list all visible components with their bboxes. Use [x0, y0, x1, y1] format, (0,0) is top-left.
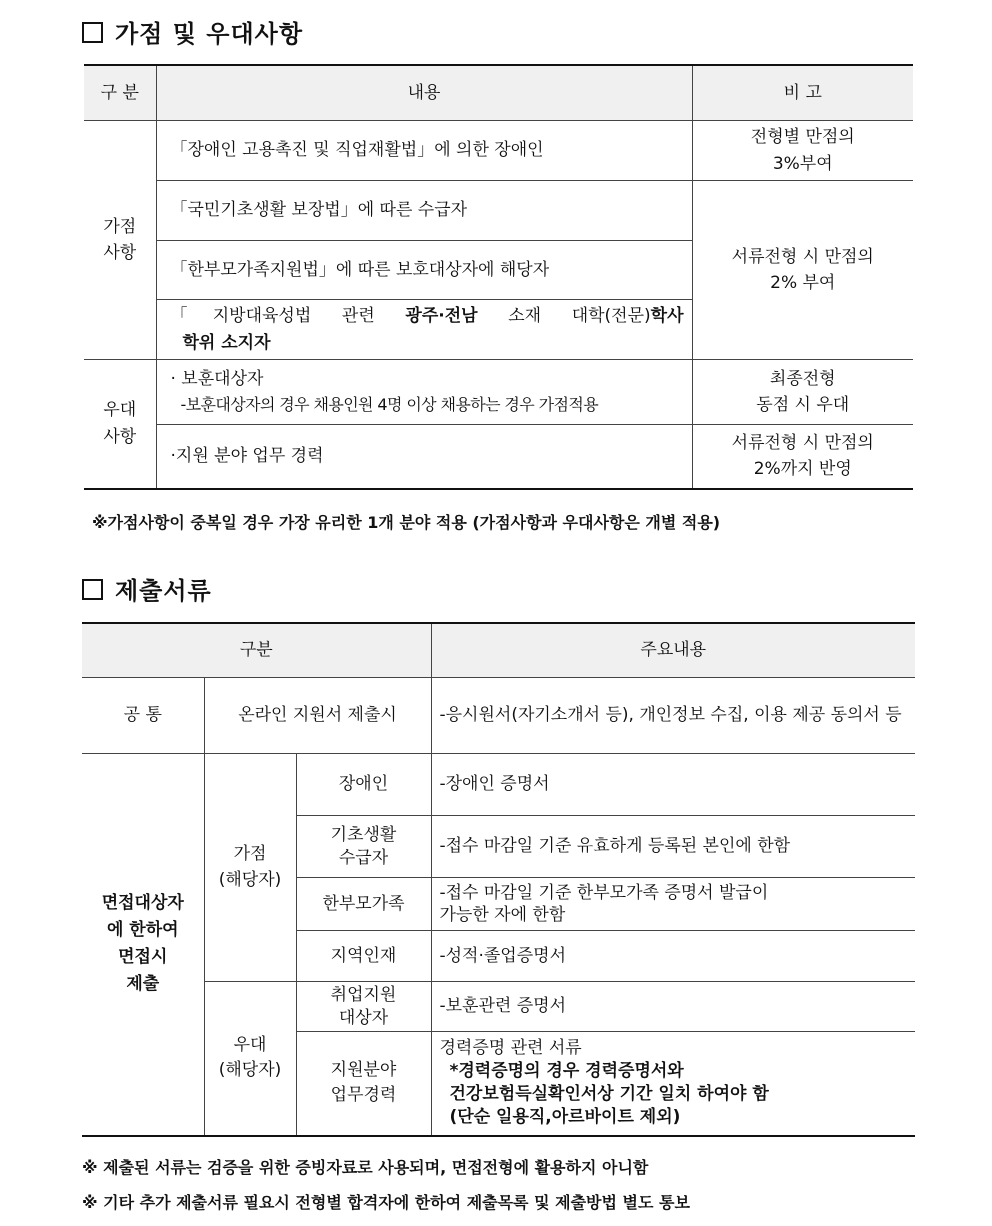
table-header-row	[82, 623, 915, 678]
doc-label-local-talent: 지역인재	[296, 931, 431, 982]
table-row	[84, 360, 913, 425]
doc-content-single-parent: -접수 마감일 기준 한부모가족 증명서 발급이 가능한 자에 한함	[431, 878, 915, 931]
header-content: 내용	[156, 65, 692, 121]
doc-label-work-experience: 지원분야 업무경력	[296, 1032, 431, 1136]
doc-content-basic-living: -접수 마감일 기준 유효하게 등록된 본인에 한함	[431, 816, 915, 878]
doc-label-single-parent: 한부모가족	[296, 878, 431, 931]
pref-note-experience: 서류전형 시 만점의 2%까지 반영	[692, 425, 913, 489]
common-content: -응시원서(자기소개서 등), 개인정보 수집, 이용 제공 동의서 등	[431, 678, 915, 754]
pref-content-experience: ·지원 분야 업무 경력	[156, 425, 692, 489]
table-row	[84, 121, 913, 181]
checkbox-square-icon	[82, 22, 103, 43]
table-row	[84, 181, 913, 241]
header-category: 구 분	[84, 65, 156, 121]
bonus-content-single-parent: 「한부모가족지원법」에 따른 보호대상자에 해당자	[156, 241, 692, 300]
interview-group-label: 면접대상자 에 한하여 면접시 제출	[82, 754, 204, 1136]
doc-bonus-group-label: 가점 (해당자)	[204, 754, 296, 982]
bonus-note-2pct: 서류전형 시 만점의 2% 부여	[692, 181, 913, 360]
doc-content-employment-support: -보훈관련 증명서	[431, 982, 915, 1032]
bonus-group-label: 가점 사항	[84, 121, 156, 360]
header-main-content: 주요내용	[431, 623, 915, 678]
table-row	[82, 754, 915, 816]
section-title-documents: 제출서류	[82, 571, 212, 606]
common-label: 공 통	[82, 678, 204, 754]
table-row	[84, 425, 913, 489]
bonus-table	[84, 64, 913, 490]
bonus-footnote: ※가점사항이 중복일 경우 가장 유리한 1개 분야 적용 (가점사항과 우대사항은 개별 적용)	[92, 513, 721, 532]
section-title-bonus: 가점 및 우대사항	[82, 14, 303, 49]
pref-content-veterans: · 보훈대상자 -보훈대상자의 경우 채용인원 4명 이상 채용하는 경우 가점적용	[156, 360, 692, 425]
doc-content-disabled: -장애인 증명서	[431, 754, 915, 816]
bonus-content-basic-living: 「국민기초생활 보장법」에 따른 수급자	[156, 181, 692, 241]
doc-label-disabled: 장애인	[296, 754, 431, 816]
table-row	[82, 678, 915, 754]
doc-label-basic-living: 기초생활 수급자	[296, 816, 431, 878]
documents-table	[82, 622, 915, 1137]
doc-content-local-talent: -성적·졸업증명서	[431, 931, 915, 982]
bonus-note-3pct: 전형별 만점의 3%부여	[692, 121, 913, 181]
local-talent-line2: 학위 소지자	[182, 332, 271, 353]
local-talent-line1: 「지방대육성법 관련 광주·전남 소재 대학(전문)학사	[170, 306, 684, 327]
header-remarks: 비 고	[692, 65, 913, 121]
table-row	[82, 982, 915, 1032]
table-header-row	[84, 65, 913, 121]
documents-footnote-1: ※ 제출된 서류는 검증을 위한 증빙자료로 사용되며, 면접전형에 활용하지 아니함	[82, 1158, 649, 1177]
header-category: 구분	[82, 623, 431, 678]
doc-label-employment-support: 취업지원 대상자	[296, 982, 431, 1032]
bonus-content-local-talent	[156, 300, 692, 360]
common-sub-label: 온라인 지원서 제출시	[204, 678, 431, 754]
bonus-content-disabled: 「장애인 고용촉진 및 직업재활법」에 의한 장애인	[156, 121, 692, 181]
pref-note-final: 최종전형 동점 시 우대	[692, 360, 913, 425]
checkbox-square-icon	[82, 579, 103, 600]
pref-group-label: 우대 사항	[84, 360, 156, 489]
doc-pref-group-label: 우대 (해당자)	[204, 982, 296, 1136]
doc-content-work-experience: 경력증명 관련 서류 *경력증명의 경우 경력증명서와 건강보험득실확인서상 기간 일치 하여야 함 (단순 일용직,아르바이트 제외)	[431, 1032, 915, 1136]
documents-footnote-2: ※ 기타 추가 제출서류 필요시 전형별 합격자에 한하여 제출목록 및 제출방법 별도 통보	[82, 1193, 690, 1212]
